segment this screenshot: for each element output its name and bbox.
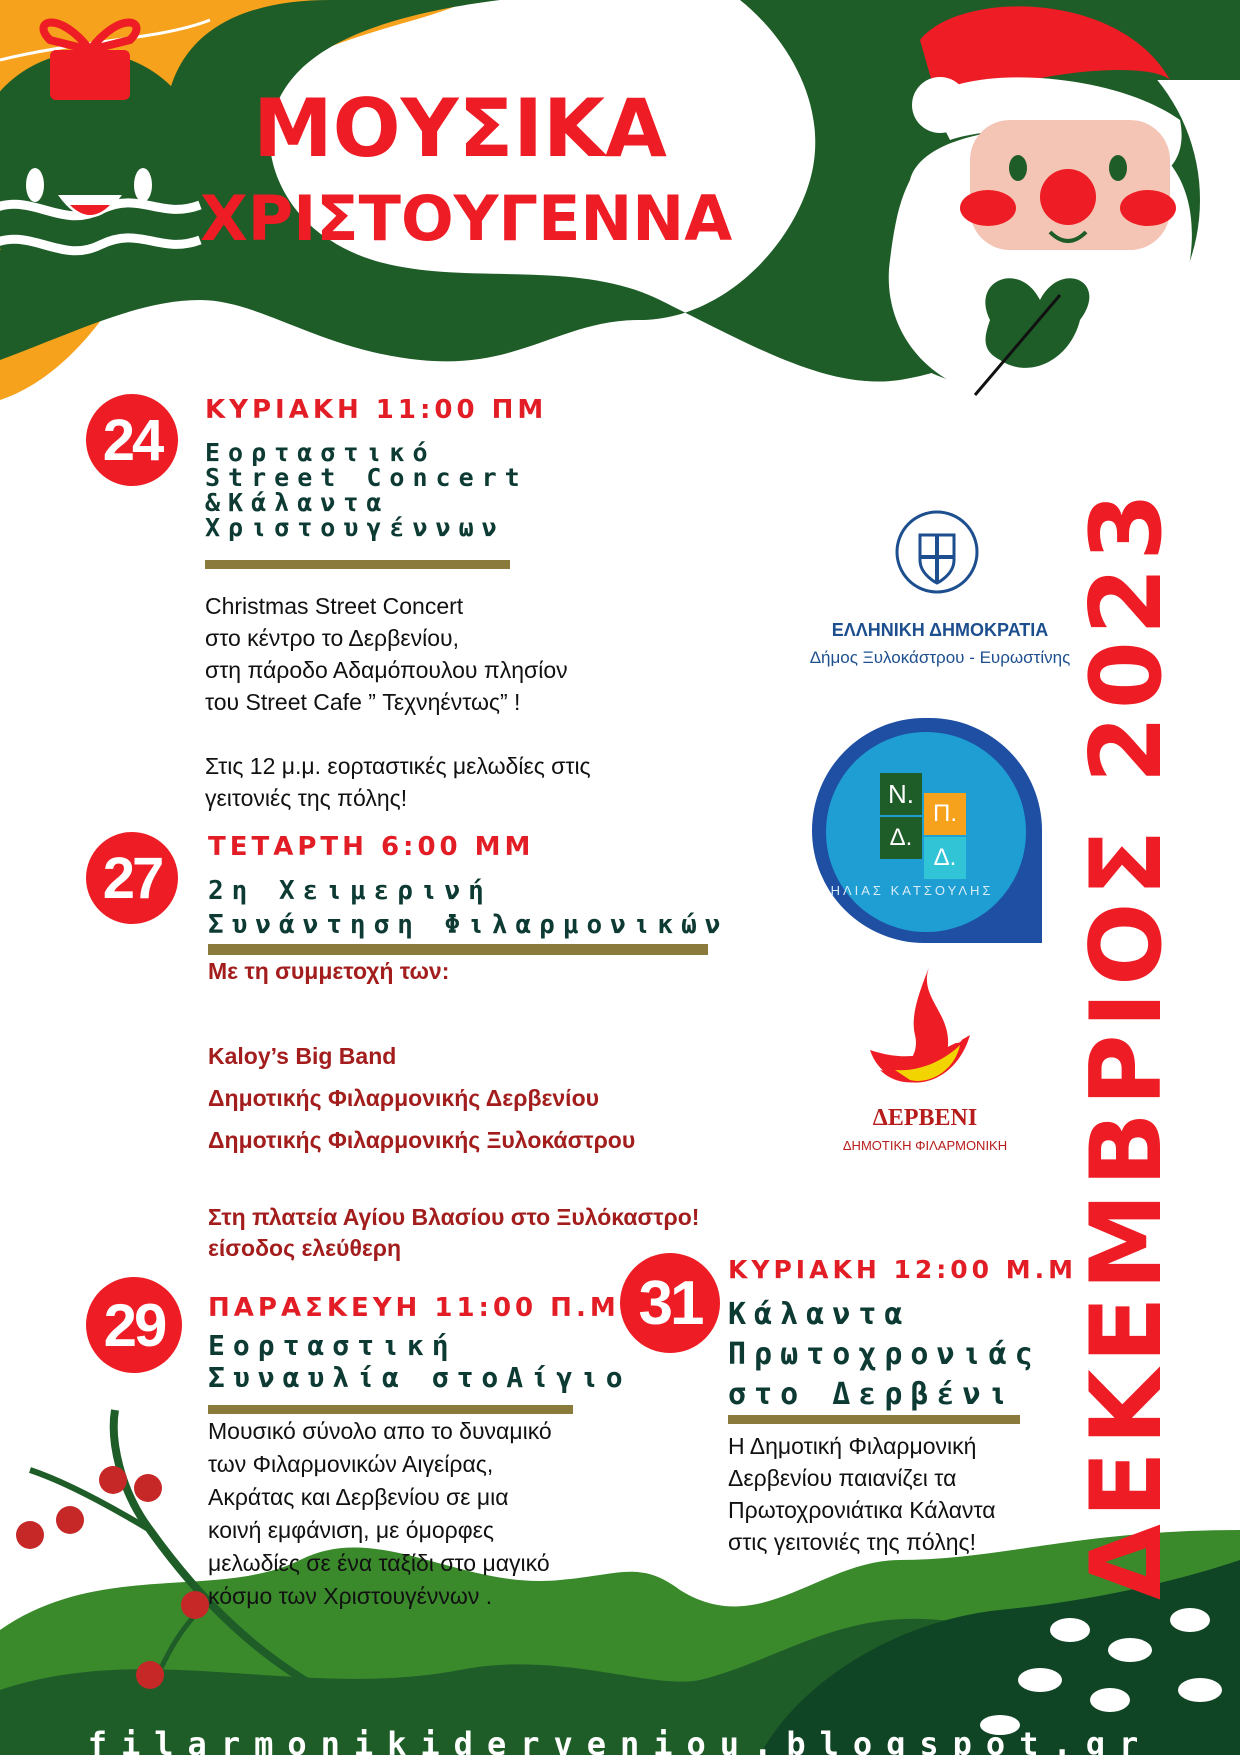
event-31-title-line: Κάλαντα: [728, 1297, 911, 1332]
desc-line: Στις 12 μ.μ. εορταστικές μελωδίες στις: [205, 753, 591, 779]
event-29-title: [208, 1330, 631, 1394]
footer-blog-url: filarmonikiderveniou.blogspot.gr: [87, 1725, 1153, 1763]
desc-line: Η Δημοτική Φιλαρμονική: [728, 1433, 977, 1459]
event-27-day: ΤΕΤΑΡΤΗ 6:00 ΜΜ: [208, 832, 535, 862]
desc-line: γειτονιές της πόλης!: [205, 785, 408, 811]
desc-line: κοινή εμφάνιση, με όμορφες: [208, 1517, 494, 1543]
event-31-title: [728, 1295, 1041, 1415]
date-badge-27: 27: [86, 832, 178, 924]
event-24-title: [205, 440, 528, 540]
event-29-day: ΠΑΡΑΣΚΕΥΗ 11:00 Π.Μ: [208, 1293, 620, 1323]
desc-line: στο κέντρο το Δερβενίου,: [205, 625, 459, 651]
desc-line: Μουσικό σύνολο απο το δυναμικό: [208, 1418, 552, 1444]
band-item: Δημοτικής Φιλαρμονικής Ξυλοκάστρου: [208, 1127, 636, 1153]
svg-text:𝄞: 𝄞: [942, 990, 969, 1041]
event-24-title-line: Εορταστικό: [205, 438, 436, 467]
desc-line: Ακράτας και Δερβενίου σε μια: [208, 1484, 509, 1510]
date-badge-24: 24: [86, 394, 178, 486]
desc-line: στις γειτονιές της πόλης!: [728, 1529, 976, 1555]
event-24-title-line: Χριστουγέννων: [205, 513, 505, 542]
title-line-2: ΧΡΙΣΤΟΥΓΕΝΝΑ: [200, 182, 733, 255]
npdd-logo: [812, 718, 1042, 943]
derveni-subtitle: ΔΗΜΟΤΙΚΗ ΦΙΛΑΡΜΟΝΙΚΗ: [842, 1138, 1008, 1153]
desc-line: στη πάροδο Αδαμόπουλου πλησίον: [205, 657, 568, 683]
date-badge-29: 29: [86, 1277, 182, 1373]
flame-music-icon: [860, 960, 990, 1100]
event-24-title-line: &Κάλαντα: [205, 488, 390, 517]
npdd-tile: Ν.: [880, 773, 922, 815]
event-29-description: [208, 1415, 648, 1613]
event-24-day: ΚΥΡΙΑΚΗ 11:00 ΠΜ: [205, 395, 548, 425]
desc-line: Δερβενίου παιανίζει τα: [728, 1465, 957, 1491]
event-24-title-line: Street Concert: [205, 463, 528, 492]
republic-label: ΕΛΛΗΝΙΚΗ ΔΗΜΟΚΡΑΤΙΑ: [831, 620, 1049, 640]
event-27-title-line: Συνάντηση Φιλαρμονικών: [208, 910, 729, 940]
npdd-tile: Π.: [924, 793, 966, 835]
municipality-label: Δήμος Ξυλοκάστρου - Ευρωστίνης: [809, 648, 1071, 667]
divider-29: [208, 1405, 573, 1414]
event-31-day: ΚΥΡΙΑΚΗ 12:00 Μ.Μ: [728, 1255, 1077, 1284]
divider-27: [208, 944, 708, 955]
event-31-description: [728, 1430, 1058, 1558]
npdd-tile: Δ.: [924, 837, 966, 879]
desc-line: μελωδίες σε ένα ταξίδι στο μαγικό: [208, 1550, 550, 1576]
title-line-1: ΜΟΥΣΙΚΑ: [253, 82, 667, 175]
npdd-caption: ΗΛΙΑΣ ΚΑΤΣΟΥΛΗΣ: [830, 883, 994, 898]
event-27-title-line: 2η Χειμερινή: [208, 876, 492, 906]
npdd-tile: Δ.: [880, 817, 922, 859]
derveni-name: ΔΕΡΒΕΝΙ: [872, 1105, 978, 1131]
date-badge-31: 31: [620, 1253, 720, 1353]
event-24-description: [205, 590, 685, 814]
event-31-title-line: στο Δερβένι: [728, 1377, 1015, 1412]
participation-label: Με τη συμμετοχή των:: [208, 958, 450, 984]
divider-24: [205, 560, 510, 569]
desc-line: των Φιλαρμονικών Αιγείρας,: [208, 1451, 494, 1477]
location-line: είσοδος ελεύθερη: [208, 1235, 402, 1261]
desc-line: [205, 718, 685, 750]
event-29-title-line: Συναυλία στοΑίγιο: [208, 1361, 631, 1394]
event-29-title-line: Εορταστική: [208, 1329, 457, 1362]
coat-of-arms-icon: [890, 505, 985, 600]
desc-line: του Street Cafe ” Τεχνηέντως” !: [205, 689, 521, 715]
desc-line: κόσμο των Χριστουγέννων .: [208, 1583, 493, 1609]
divider-31: [728, 1415, 1020, 1424]
event-31-title-line: Πρωτοχρονιάς: [728, 1337, 1041, 1372]
desc-line: Christmas Street Concert: [205, 593, 464, 619]
month-banner: ΔΕΚΕΜΒΡΙΟΣ 2023: [1070, 486, 1184, 1600]
band-item: Kaloy’s Big Band: [208, 1043, 397, 1069]
desc-line: Πρωτοχρονιάτικα Κάλαντα: [728, 1497, 996, 1523]
event-27-title: [208, 874, 728, 942]
location-line: Στη πλατεία Αγίου Βλασίου στο Ξυλόκαστρο!: [208, 1204, 700, 1230]
band-item: Δημοτικής Φιλαρμονικής Δερβενίου: [208, 1085, 600, 1111]
